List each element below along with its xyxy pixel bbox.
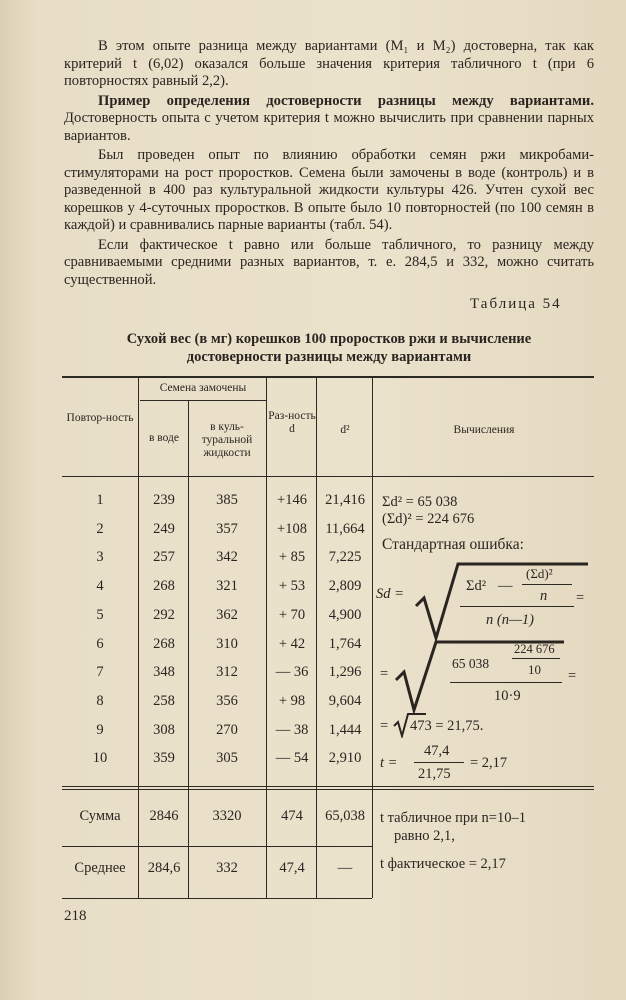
cell-d-squared: 4,900	[328, 606, 362, 623]
cell-difference: + 85	[278, 549, 306, 566]
sum-culture: 3320	[212, 808, 242, 824]
cell-culture: 362	[216, 606, 238, 623]
cell-culture: 342	[216, 549, 238, 566]
cell-repetition: 4	[96, 578, 104, 595]
calc-sqrt-473: 473 = 21,75.	[410, 718, 484, 734]
cell-water: 257	[153, 549, 175, 566]
cell-d-squared: 21,416	[325, 492, 365, 508]
mean-culture: 332	[216, 860, 238, 876]
sum-d-squared: 65,038	[325, 808, 365, 824]
cell-repetition: 1	[96, 492, 104, 508]
cell-difference: + 42	[278, 635, 306, 652]
cell-repetition: 9	[96, 721, 104, 738]
calc-10-9: 10·9	[494, 688, 521, 704]
cell-water: 268	[153, 578, 175, 595]
table-label: Таблица 54	[470, 296, 562, 312]
radical-sign-1	[414, 562, 590, 644]
cell-d-squared: 1,764	[328, 635, 362, 652]
calc-t-table-2: равно 2,1,	[394, 828, 455, 844]
page-number: 218	[64, 908, 87, 924]
mean-bottom-rule	[62, 898, 372, 899]
paragraph-2-rest: Достоверность опыта с учетом критерия t можно вычислить при сравнении парных вариантов.	[64, 110, 594, 144]
calc-n-n1: n (n—1)	[486, 612, 534, 628]
cell-d-squared: 2,910	[328, 750, 362, 767]
table-title-line-2: достоверности разницы между вариантами	[186, 349, 472, 365]
header-calculations: Вычисления	[453, 424, 515, 436]
cell-water: 258	[153, 692, 175, 709]
cell-culture: 270	[216, 721, 238, 738]
cell-d-squared: 11,664	[325, 520, 365, 537]
cell-water: 359	[153, 750, 175, 767]
calc-eq-4: =	[380, 718, 389, 734]
cell-d-squared: 9,604	[328, 692, 362, 709]
inner-fraction-bar-2	[512, 658, 560, 659]
col-rule-5	[372, 376, 373, 898]
fraction-bar-2	[450, 682, 562, 683]
calc-std-error-label: Стандартная ошибка:	[382, 536, 524, 553]
cell-repetition: 3	[96, 549, 104, 566]
cell-culture: 385	[216, 492, 238, 508]
mean-label: Среднее	[74, 860, 126, 876]
cell-d-squared: 1,296	[328, 664, 362, 681]
sum-top-rule	[62, 789, 594, 790]
calc-sum-d-sq-symbol: (Σd)²	[526, 566, 553, 581]
cell-water: 249	[153, 520, 175, 537]
calc-sd: Sd =	[376, 586, 404, 602]
sum-label: Сумма	[79, 808, 121, 824]
cell-difference: +146	[277, 492, 307, 508]
cell-culture: 310	[216, 635, 238, 652]
calc-sum-d-squared: (Σd)² = 224 676	[382, 511, 475, 527]
mean-water: 284,6	[147, 860, 181, 876]
t-fraction-bar	[414, 762, 464, 763]
sum-bottom-rule	[62, 846, 372, 847]
calc-t-fact: t фактическое = 2,17	[380, 856, 506, 872]
calc-10: 10	[528, 662, 541, 677]
cell-culture: 312	[216, 664, 238, 681]
inner-fraction-bar	[522, 584, 572, 585]
sum-difference: 474	[281, 808, 303, 824]
table-top-rule	[62, 376, 594, 378]
cell-culture: 356	[216, 692, 238, 709]
body-bottom-rule	[62, 786, 594, 787]
example-heading: Пример определения достоверности разницы между вариантами.	[98, 92, 594, 109]
calc-eq-2: =	[380, 666, 389, 682]
cell-difference: — 54	[275, 750, 309, 767]
mean-d-squared: —	[337, 860, 353, 876]
cell-water: 292	[153, 606, 175, 623]
cell-repetition: 2	[96, 520, 104, 537]
cell-difference: + 70	[278, 606, 306, 623]
paragraph-1: В этом опыте разница между вариантами (M₁ и M₂) достоверна, так как критерий t (6,02) оказался больше значения критерия табличного t (при 6 повторностях равный 2,2).	[64, 38, 594, 89]
col-rule-1	[138, 376, 139, 898]
calc-t-table-1: t табличное при n=10–1	[380, 810, 526, 826]
cell-water: 239	[153, 492, 175, 508]
cell-difference: — 38	[275, 721, 309, 738]
body-text	[64, 38, 594, 289]
header-bottom-rule	[62, 476, 594, 477]
calc-sigma-d2: Σd²	[466, 578, 487, 594]
header-water: в воде	[148, 432, 180, 444]
cell-difference: +108	[277, 520, 307, 537]
calc-n: n	[540, 588, 548, 604]
calc-t-eq: t =	[380, 755, 398, 771]
soaked-subrule	[140, 400, 266, 401]
cell-culture: 305	[216, 750, 238, 767]
col-rule-2	[188, 400, 189, 898]
cell-difference: + 98	[278, 692, 306, 709]
cell-repetition: 5	[96, 606, 104, 623]
table-title	[64, 330, 594, 366]
cell-d-squared: 1,444	[328, 721, 362, 738]
cell-difference: + 53	[278, 578, 306, 595]
paragraph-3: Был проведен опыт по влиянию обработки семян ржи микробами-стимуляторами на рост проростков. Семена были замочены в воде (контроль) и в разведенной в 400 раз культуральной жидкости культуры 426. Учтен сухой вес корешков у 4-суточных проростков. В опыте было 10 повторностей (по 100 семян в каждой) и сравнивались парные варианты (табл. 54).	[64, 147, 594, 233]
header-difference: Раз-ность d	[268, 410, 316, 435]
cell-water: 348	[153, 664, 175, 681]
cell-culture: 357	[216, 520, 238, 537]
cell-repetition: 10	[92, 750, 108, 767]
calc-t-numerator: 47,4	[424, 743, 450, 759]
calc-t-denominator: 21,75	[418, 766, 451, 782]
col-rule-3	[266, 376, 267, 898]
cell-d-squared: 7,225	[328, 549, 362, 566]
cell-repetition: 8	[96, 692, 104, 709]
table-title-line-1: Сухой вес (в мг) корешков 100 проростков ржи и вычисление	[126, 331, 532, 347]
header-seeds-soaked: Семена замочены	[159, 382, 247, 394]
calc-t-value: = 2,17	[470, 755, 508, 771]
cell-water: 268	[153, 635, 175, 652]
paragraph-2	[64, 93, 594, 146]
fraction-bar-1	[460, 606, 574, 607]
cell-culture: 321	[216, 578, 238, 595]
header-repetition: Повтор-ность	[66, 412, 134, 424]
cell-water: 308	[153, 721, 175, 738]
calc-224676: 224 676	[514, 642, 555, 656]
calc-65038: 65 038	[452, 656, 490, 671]
cell-d-squared: 2,809	[328, 578, 362, 595]
cell-difference: — 36	[275, 664, 309, 681]
calc-minus-1: —	[498, 578, 513, 594]
cell-repetition: 6	[96, 635, 104, 652]
cell-repetition: 7	[96, 664, 104, 681]
sum-water: 2846	[149, 808, 179, 824]
calc-eq-1: =	[576, 590, 585, 606]
col-rule-4	[316, 376, 317, 898]
mean-difference: 47,4	[279, 860, 305, 876]
header-culture: в куль-туральной жидкости	[201, 421, 253, 459]
calc-eq-3: =	[568, 668, 577, 684]
calc-sum-d2: Σd² = 65 038	[382, 494, 458, 510]
header-d-squared: d²	[340, 424, 350, 436]
paragraph-4: Если фактическое t равно или больше табличного, то разницу между сравниваемыми средними разных вариантов, т. е. 284,5 и 332, можно считать существенной.	[64, 236, 594, 288]
